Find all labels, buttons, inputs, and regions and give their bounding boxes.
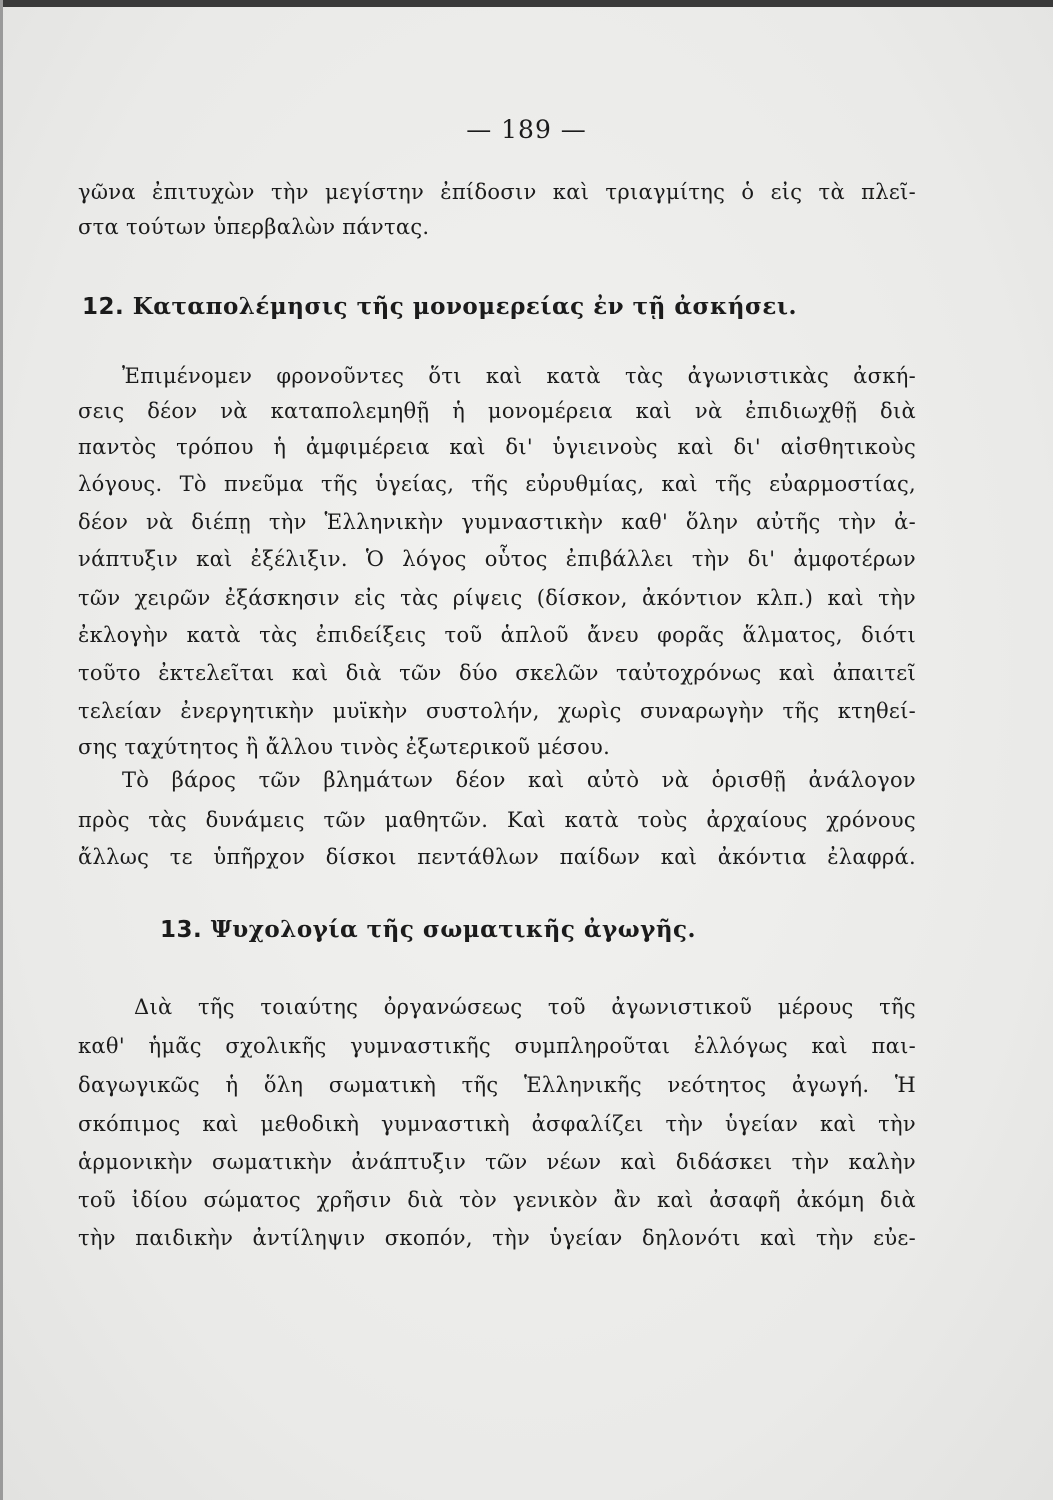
section-12-heading [82,292,797,322]
text-line: παντὸς τρόπου ἡ ἀμφιμέρεια καὶ δι' ὑγιεινοὺς καὶ δι' αἰσθητικοὺς [78,435,916,459]
text-line: τελείαν ἐνεργητικὴν μυϊκὴν συστολήν, χωρὶς συναρωγὴν τῆς κτηθεί- [78,699,916,723]
text-line: σεις δέον νὰ καταπολεμηθῇ ἡ μονομέρεια καὶ νὰ ἐπιδιωχθῇ διὰ [78,399,916,423]
section-13-heading [160,915,696,945]
text-line: ἁρμονικὴν σωματικὴν ἀνάπτυξιν τῶν νέων καὶ διδάσκει τὴν καλὴν [78,1150,916,1174]
text-line: ἄλλως τε ὑπῆρχον δίσκοι πεντάθλων παίδων καὶ ἀκόντια ἐλαφρά. [78,845,916,869]
text-line: σκόπιμος καὶ μεθοδικὴ γυμναστικὴ ἀσφαλίζει τὴν ὑγείαν καὶ τὴν [78,1112,916,1136]
section-number: 12. [82,294,125,320]
text-line: λόγους. Τὸ πνεῦμα τῆς ὑγείας, τῆς εὐρυθμίας, καὶ τῆς εὐαρμοστίας, [78,472,916,496]
section-number: 13. [160,917,203,943]
text-line: Ἐπιμένομεν φρονοῦντες ὅτι καὶ κατὰ τὰς ἀγωνιστικὰς ἀσκή- [122,364,916,388]
text-line: δέον νὰ διέπῃ τὴν Ἑλληνικὴν γυμναστικὴν καθ' ὅλην αὐτῆς τὴν ἀ- [78,510,916,534]
text-line: ἐκλογὴν κατὰ τὰς ἐπιδείξεις τοῦ ἁπλοῦ ἄνευ φορᾶς ἅλματος, διότι [78,623,916,647]
text-line: πρὸς τὰς δυνάμεις τῶν μαθητῶν. Καὶ κατὰ τοὺς ἀρχαίους χρόνους [78,808,916,832]
text-line: στα τούτων ὑπερβαλὼν πάντας. [78,215,430,239]
section-title: Ψυχολογία τῆς σωματικῆς ἀγωγῆς. [210,916,697,943]
page-number: — 189 — [466,115,587,144]
text-line: γῶνα ἐπιτυχὼν τὴν μεγίστην ἐπίδοσιν καὶ τριαγμίτης ὁ εἰς τὰ πλεῖ- [78,180,916,204]
scan-left-edge [0,0,3,1500]
section-title: Καταπολέμησις τῆς μονομερείας ἐν τῇ ἀσκήσει. [132,293,798,320]
scan-top-edge [0,0,1053,7]
text-line: Τὸ βάρος τῶν βλημάτων δέον καὶ αὐτὸ νὰ ὁρισθῇ ἀνάλογον [122,768,916,792]
text-line: Διὰ τῆς τοιαύτης ὀργανώσεως τοῦ ἀγωνιστικοῦ μέρους τῆς [134,995,916,1019]
text-line: τῶν χειρῶν ἐξάσκησιν εἰς τὰς ρίψεις (δίσκον, ἀκόντιον κλπ.) καὶ τὴν [78,586,916,610]
text-line: δαγωγικῶς ἡ ὅλη σωματικὴ τῆς Ἑλληνικῆς νεότητος ἀγωγή. Ἡ [78,1073,916,1097]
text-line: τοῦ ἰδίου σώματος χρῆσιν διὰ τὸν γενικὸν ἂν καὶ ἀσαφῆ ἀκόμη διὰ [78,1188,916,1212]
text-line: νάπτυξιν καὶ ἐξέλιξιν. Ὁ λόγος οὗτος ἐπιβάλλει τὴν δι' ἀμφοτέρων [78,547,916,571]
text-line: τοῦτο ἐκτελεῖται καὶ διὰ τῶν δύο σκελῶν ταὐτοχρόνως καὶ ἀπαιτεῖ [78,661,916,685]
text-line: τὴν παιδικὴν ἀντίληψιν σκοπόν, τὴν ὑγείαν δηλονότι καὶ τὴν εὐε- [78,1226,916,1250]
text-line: καθ' ἡμᾶς σχολικῆς γυμναστικῆς συμπληροῦται ἐλλόγως καὶ παι- [78,1034,916,1058]
text-line: σης ταχύτητος ἢ ἄλλου τινὸς ἐξωτερικοῦ μέσου. [78,735,611,759]
